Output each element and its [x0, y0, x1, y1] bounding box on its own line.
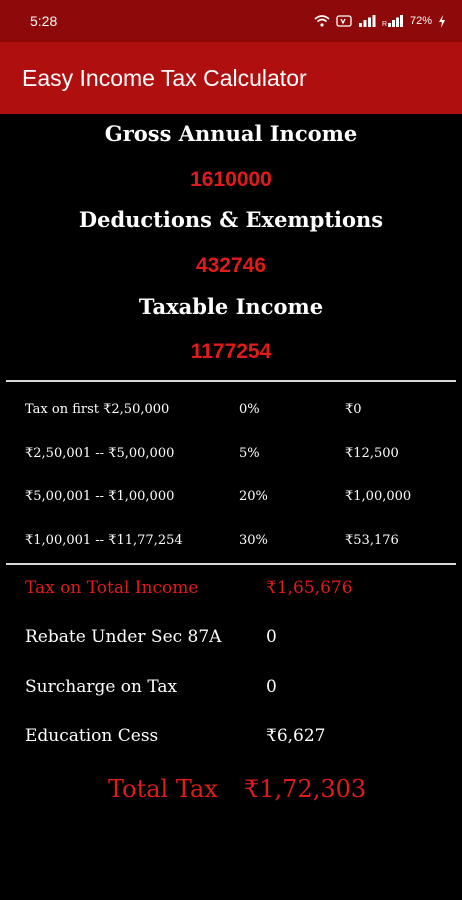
education-cess-row — [0, 726, 462, 750]
slab-row — [0, 446, 462, 466]
rebate-label: Rebate Under Sec 87A — [25, 627, 222, 647]
slab-amount: ₹12,500 — [345, 446, 399, 461]
taxable-income-label: Taxable Income — [138, 294, 324, 319]
slab-rate: 30% — [239, 533, 268, 548]
battery-icon — [438, 15, 446, 28]
slab-range: ₹5,00,001 -- ₹1,00,000 — [25, 489, 175, 504]
signal-icon — [358, 15, 376, 27]
slab-amount: ₹53,176 — [345, 533, 399, 548]
slab-row — [0, 533, 462, 553]
deductions-value: 432746 — [195, 254, 267, 277]
total-tax-value: ₹1,72,303 — [244, 775, 367, 803]
status-icons — [314, 15, 446, 28]
tax-on-income-row — [0, 578, 462, 602]
total-tax-row — [0, 775, 462, 809]
slab-rate: 5% — [239, 446, 260, 461]
app-title: Easy Income Tax Calculator — [22, 64, 307, 91]
total-tax-label: Total Tax — [108, 775, 218, 803]
slab-range: ₹2,50,001 -- ₹5,00,000 — [25, 446, 175, 461]
wifi-icon — [314, 15, 330, 27]
slab-rate: 20% — [239, 489, 268, 504]
slab-range: Tax on first ₹2,50,000 — [25, 402, 170, 417]
rebate-value: 0 — [266, 627, 277, 647]
slab-rate: 0% — [239, 402, 260, 417]
surcharge-value: 0 — [266, 677, 277, 697]
status-bar — [0, 0, 462, 42]
gross-income-value: 1610000 — [190, 168, 272, 191]
rebate-row — [0, 627, 462, 651]
signal-icon — [382, 15, 404, 27]
deductions-label: Deductions & Exemptions — [78, 207, 384, 232]
taxable-income-value: 1177254 — [190, 340, 272, 363]
slab-range: ₹1,00,001 -- ₹11,77,254 — [25, 533, 183, 548]
slab-amount: ₹0 — [345, 402, 362, 417]
divider — [6, 563, 456, 565]
svg-text:R: R — [381, 21, 388, 27]
surcharge-label: Surcharge on Tax — [25, 677, 178, 697]
slab-row — [0, 489, 462, 509]
app-bar — [0, 42, 462, 114]
tax-on-income-value: ₹1,65,676 — [266, 578, 353, 598]
volte-icon — [336, 15, 352, 27]
status-time: 5:28 — [30, 13, 58, 29]
slab-row — [0, 402, 462, 422]
tax-on-income-label: Tax on Total Income — [25, 578, 199, 598]
battery-level: 72% — [409, 15, 432, 27]
education-cess-value: ₹6,627 — [266, 726, 326, 746]
divider — [6, 380, 456, 382]
slab-amount: ₹1,00,000 — [345, 489, 412, 504]
education-cess-label: Education Cess — [25, 726, 159, 746]
surcharge-row — [0, 677, 462, 701]
gross-income-label: Gross Annual Income — [104, 121, 358, 146]
